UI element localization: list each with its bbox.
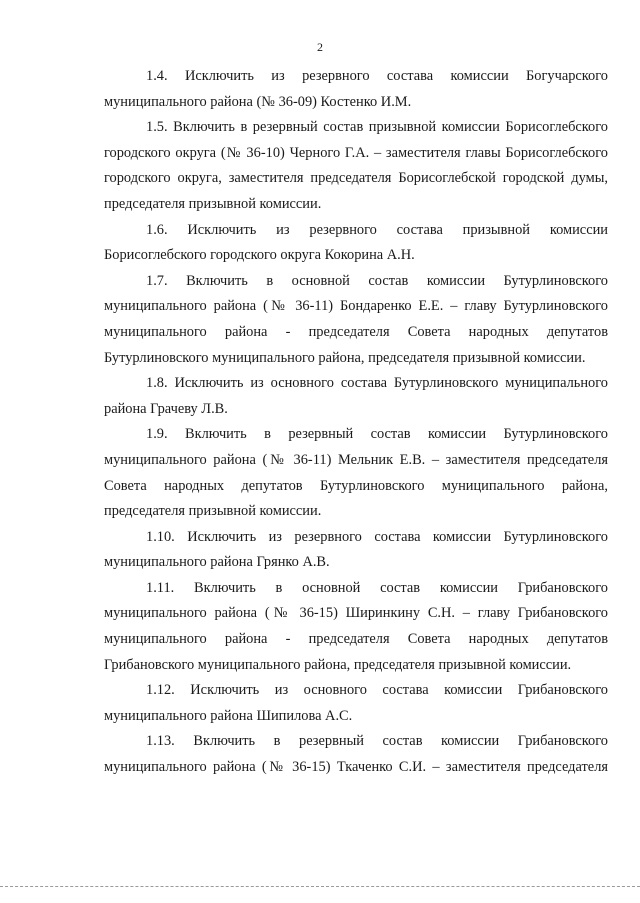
paragraph-1-7: 1.7. Включить в основной состав комиссии Бутурлиновского муниципального района (№ 36-11) Бондаренко Е.Е. – главу Бутурлиновского муниципального района - председателя Совета народных депутатов Бутурлиновского муниципального района, председателя призывной комиссии. bbox=[104, 272, 608, 366]
paragraph-1-8: 1.8. Исключить из основного состава Бутурлиновского муниципального района Грачеву Л.В. bbox=[104, 375, 608, 417]
paragraph-1-4: 1.4. Исключить из резервного состава комиссии Богучарского муниципального района (№ 36-09) Костенко И.М. bbox=[104, 68, 608, 110]
paragraph-1-9: 1.9. Включить в резервный состав комиссии Бутурлиновского муниципального района (№ 36-11) Мельник Е.В. – заместителя председателя Совета народных депутатов Бутурлиновского муниципального района, председателя призывной комиссии. bbox=[104, 426, 608, 520]
paragraph-1-6: 1.6. Исключить из резервного состава призывной комиссии Борисоглебского городского округа Кокорина А.Н. bbox=[104, 221, 608, 264]
paragraph-1-12: 1.12. Исключить из основного состава комиссии Грибановского муниципального района Шипилова А.С. bbox=[104, 682, 608, 724]
paragraph-1-13: 1.13. Включить в резервный состав комиссии Грибановского муниципального района (№ 36-15) Ткаченко С.И. – заместителя председателя bbox=[104, 733, 608, 776]
paragraph-1-5: 1.5. Включить в резервный состав призывной комиссии Борисоглебского городского округа (№ 36-10) Черного Г.А. – заместителя главы Борисоглебского городского округа, заместителя председателя Борисоглебской городской думы, председателя призывной комиссии. bbox=[104, 119, 608, 212]
paragraph-1-10: 1.10. Исключить из резервного состава комиссии Бутурлиновского муниципального района Грянко А.В. bbox=[104, 528, 608, 571]
document-body bbox=[104, 64, 608, 781]
paragraph-1-11: 1.11. Включить в основной состав комиссии Грибановского муниципального района (№ 36-15) Ширинкину С.Н. – главу Грибановского муниципального района - председателя Совета народных депутатов Грибановского муниципального района, председателя призывной комиссии. bbox=[104, 579, 608, 673]
page-bottom-border bbox=[0, 886, 640, 887]
page-number: 2 bbox=[317, 40, 323, 54]
